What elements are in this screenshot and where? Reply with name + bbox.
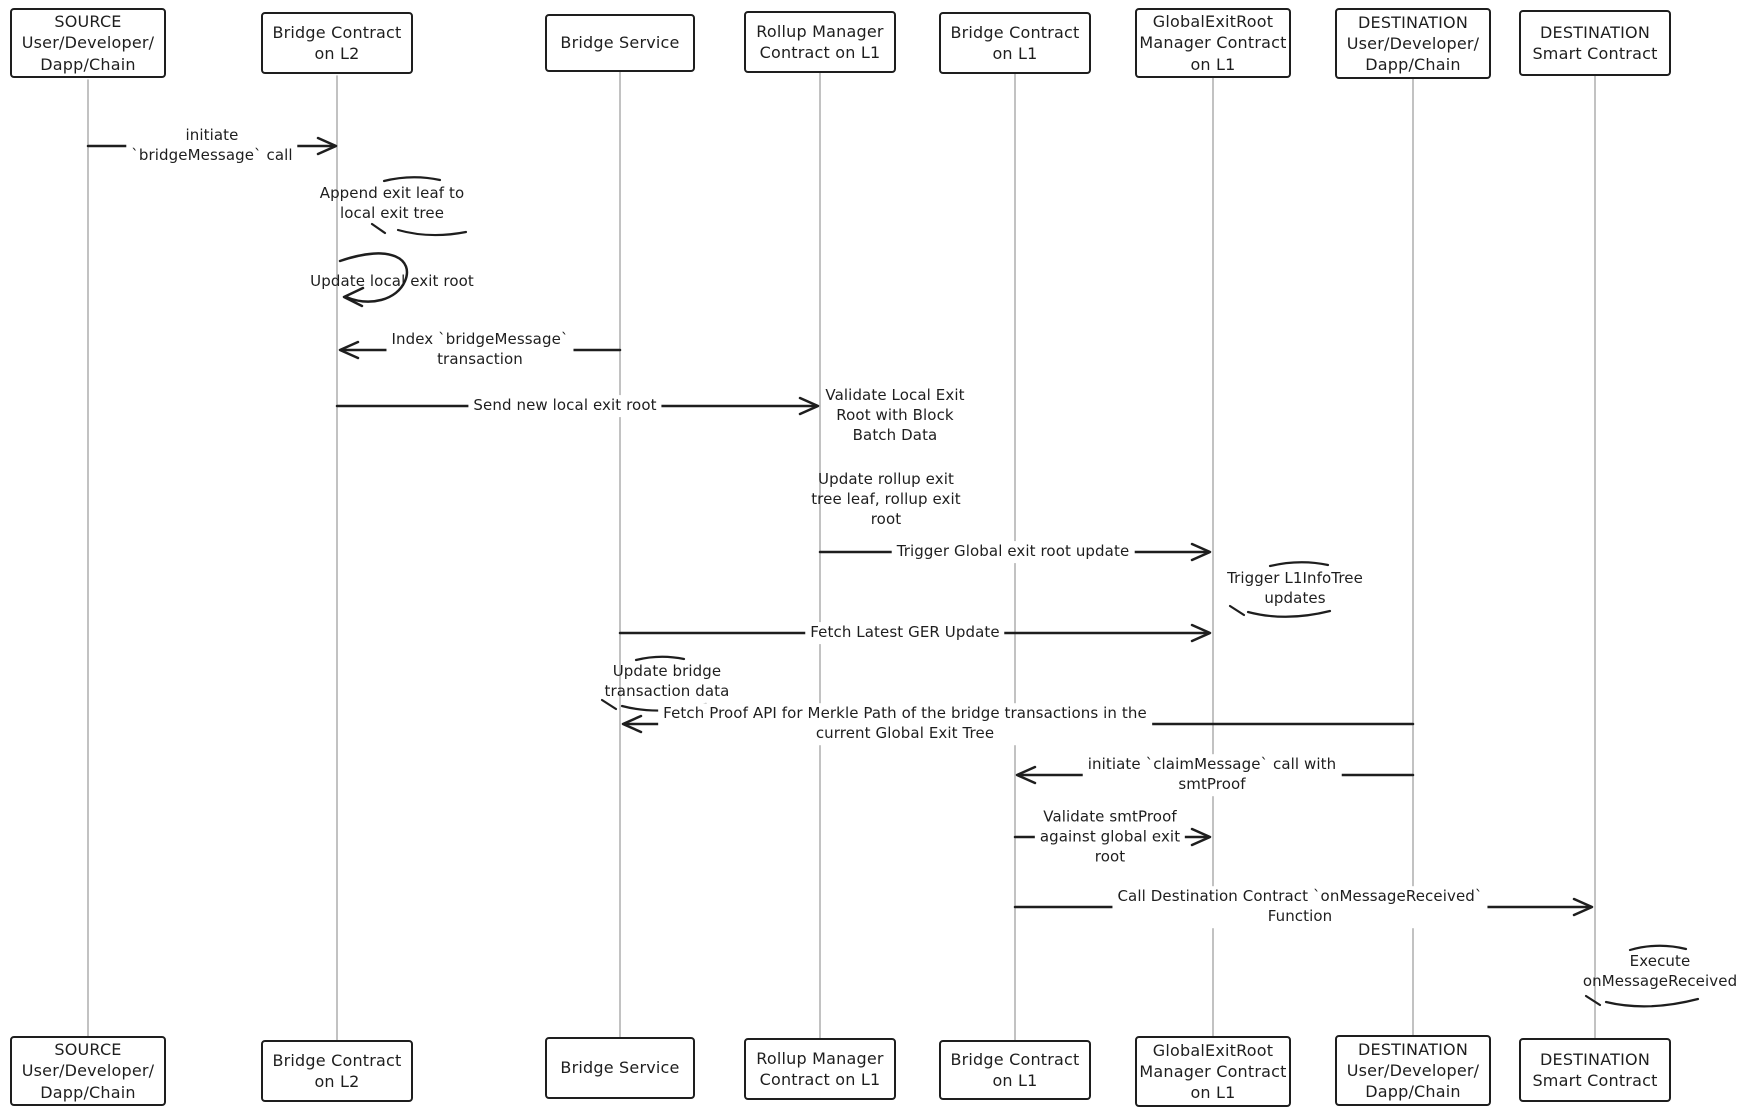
actor-label-line: SOURCE [54,1040,122,1060]
note-line: Update local exit root [310,272,474,290]
message-label-initiate-claimmessage [1083,754,1342,796]
actor-bottom-bridge-contract-l1 [939,1040,1091,1100]
actor-label-line: Dapp/Chain [40,54,136,74]
message-line: Index `bridgeMessage` [391,330,569,349]
actor-label-line: SOURCE [54,12,122,32]
message-label-call-onmessagereceived [1112,886,1487,928]
message-line: Call Destination Contract `onMessageReceived` [1117,887,1483,906]
message-line: Fetch Proof API for Merkle Path of the bridge transactions in the [663,704,1147,723]
note-line: Execute [1629,952,1691,970]
actor-label-line: Manager Contract [1139,1061,1287,1081]
note-line: onMessageReceived [1582,971,1738,990]
message-line: Fetch Latest GER Update [810,623,1000,642]
actor-label-line: on L1 [992,44,1038,63]
actor-label-line: User/Developer/ [21,33,155,53]
note-line: Update rollup exit [818,470,954,488]
actor-label-line: on L2 [314,44,360,63]
message-line: initiate `claimMessage` call with [1087,755,1337,774]
actor-top-rollup-manager [744,11,896,73]
actor-bottom-source-user [10,1036,166,1106]
actor-label-line: Smart Contract [1532,44,1658,63]
actor-label-line: Bridge Contract [272,22,402,42]
note-append-exit-leaf [320,184,465,224]
actor-label-line: Dapp/Chain [1365,1082,1461,1102]
actor-label-line: User/Developer/ [1346,33,1480,53]
note-line: local exit tree [339,203,445,222]
actor-label-line: Contract on L1 [759,1070,881,1089]
actor-label-line: DESTINATION [1357,12,1468,32]
note-line: Update bridge [612,662,722,680]
note-line: transaction data [604,681,730,700]
actor-bottom-destination-contract [1519,1038,1671,1102]
message-line: Trigger Global exit root update [896,542,1130,561]
note-line: tree leaf, rollup exit [811,489,961,508]
actor-label-line: Bridge Service [560,1058,680,1078]
note-line: Root with Block [836,405,954,424]
actor-label-line: Smart Contract [1532,1071,1658,1090]
note-line: Append exit leaf to [319,184,465,202]
message-label-index-bridgemessage [386,329,573,371]
message-line: `bridgeMessage` call [131,146,293,164]
actor-label-line: on L1 [992,1071,1038,1090]
actor-bottom-bridge-contract-l2 [261,1040,413,1102]
actor-label-line: Bridge Contract [272,1050,402,1070]
note-execute-onmessagereceived [1583,952,1737,992]
actor-bottom-rollup-manager [744,1038,896,1100]
actor-label-line: Contract on L1 [759,43,881,62]
message-line: Function [1267,907,1333,925]
message-label-validate-smtproof [1035,806,1185,867]
actor-top-bridge-service [545,14,695,72]
actor-top-destination-contract [1519,10,1671,76]
actor-label-line: on L1 [1190,1083,1236,1103]
actor-top-bridge-contract-l2 [261,12,413,74]
actor-top-destination-user [1335,8,1491,79]
actor-top-source-user [10,8,166,78]
message-line: smtProof [1178,775,1246,793]
actor-label-line: on L1 [1190,54,1236,74]
actor-label-line: Dapp/Chain [1365,55,1461,75]
actor-top-ger-manager [1135,8,1291,78]
message-line: root [1094,846,1126,865]
actor-label-line: Bridge Contract [950,22,1080,42]
note-line: root [870,509,902,528]
note-line: Validate Local Exit [825,386,965,404]
actor-label-line: Rollup Manager [756,1048,884,1068]
message-label-fetch-proof-api [658,703,1152,745]
note-line: Trigger L1InfoTree [1227,569,1363,587]
actor-bottom-destination-user [1335,1035,1491,1106]
message-line: Send new local exit root [473,396,657,415]
note-update-bridge-data [605,662,730,702]
note-trigger-l1infotree [1227,569,1363,609]
actor-label-line: DESTINATION [1357,1039,1468,1059]
message-label-trigger-global-exit-root [892,541,1135,563]
actor-bottom-bridge-service [545,1037,695,1099]
actor-label-line: GlobalExitRoot [1152,12,1274,32]
actor-label-line: Dapp/Chain [40,1082,136,1102]
actor-label-line: Bridge Contract [950,1049,1080,1069]
actor-label-line: DESTINATION [1539,22,1650,42]
message-label-fetch-latest-ger [805,622,1004,644]
message-line: transaction [437,350,523,368]
message-line: Validate smtProof [1043,807,1177,826]
actor-label-line: Bridge Service [560,33,680,53]
message-line: current Global Exit Tree [815,724,995,742]
actor-top-bridge-contract-l1 [939,12,1091,74]
actor-label-line: on L2 [314,1072,360,1091]
note-line: Batch Data [852,425,938,444]
message-label-send-new-local-exit-root [468,395,661,417]
actor-label-line: Rollup Manager [756,21,884,41]
note-validate-local-exit-root [825,386,964,445]
message-line: initiate [185,126,239,145]
message-line: against global exit [1039,827,1181,846]
actor-label-line: GlobalExitRoot [1152,1040,1274,1060]
actor-bottom-ger-manager [1135,1036,1291,1107]
note-update-rollup-exit-tree [811,470,961,529]
actor-label-line: DESTINATION [1539,1049,1650,1069]
actor-label-line: User/Developer/ [1346,1060,1480,1080]
message-label-initiate-bridgemessage [126,125,297,167]
note-update-local-exit-root [310,272,474,292]
actor-label-line: User/Developer/ [21,1061,155,1081]
actor-label-line: Manager Contract [1139,33,1287,53]
note-line: updates [1264,588,1326,607]
